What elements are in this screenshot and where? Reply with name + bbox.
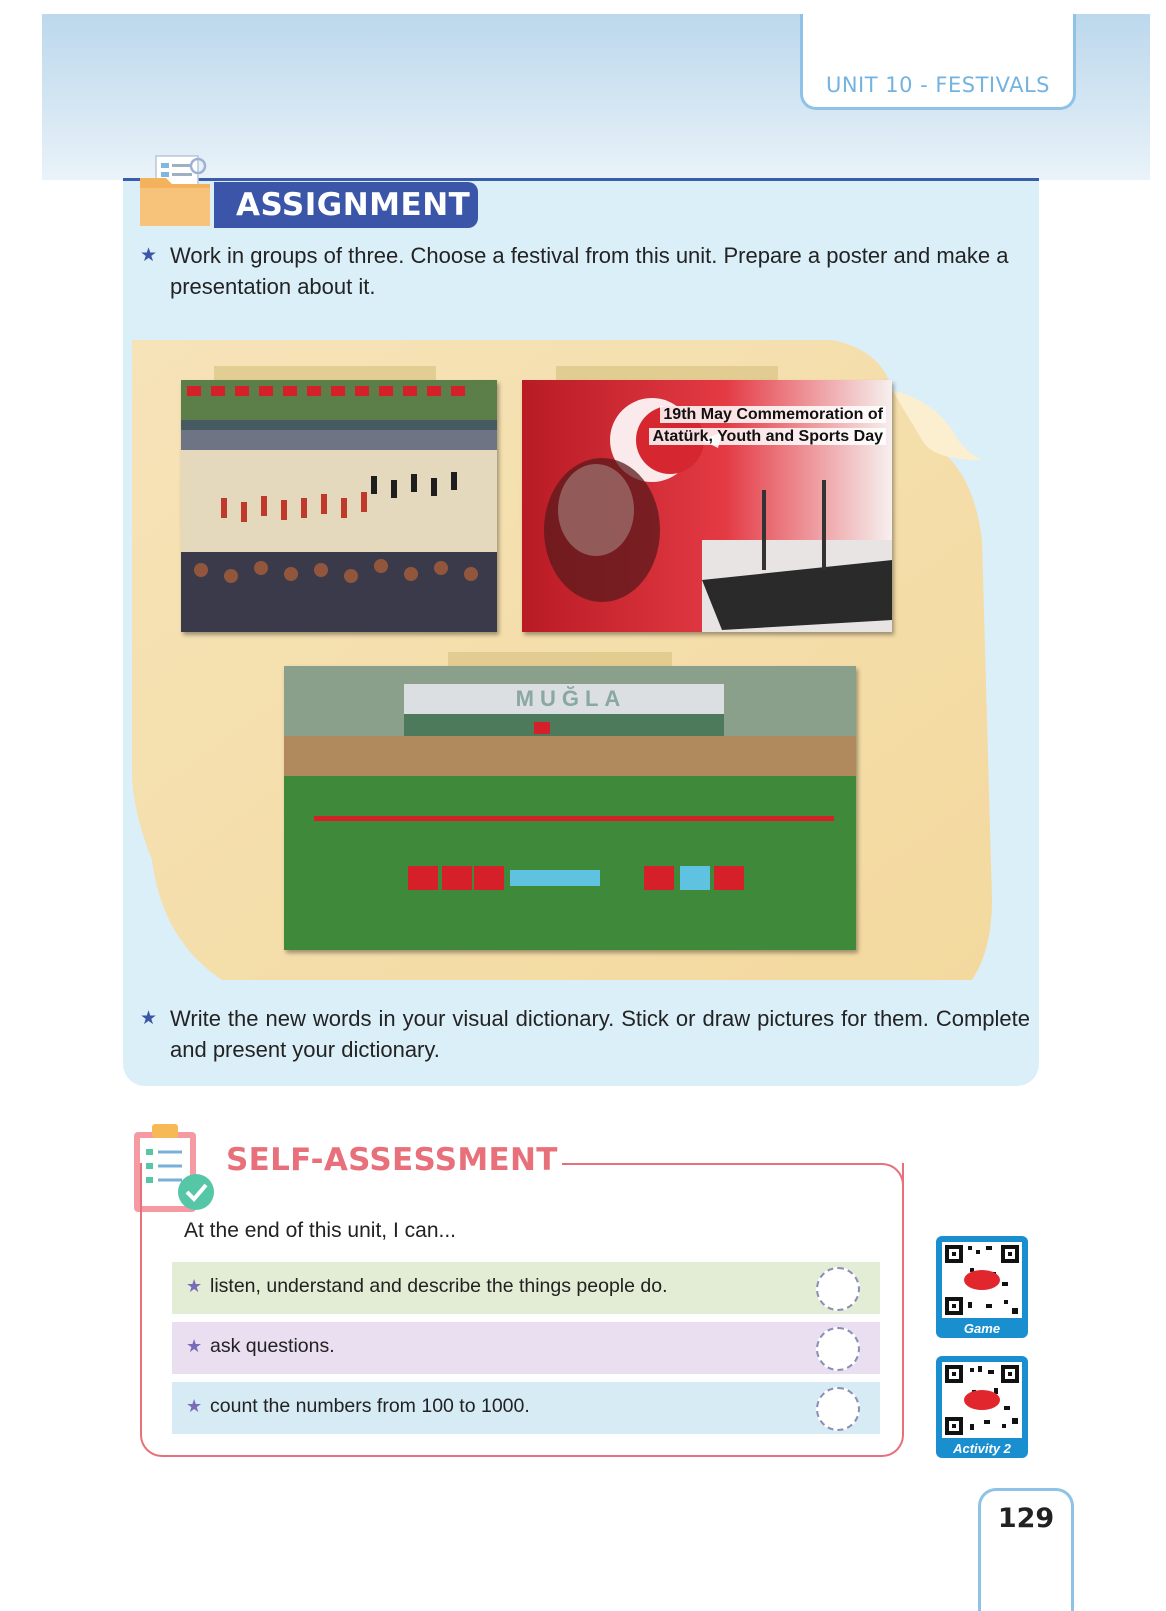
folk-dance-photo	[181, 380, 497, 632]
task-1-text: Work in groups of three. Choose a festival from this unit. Prepare a poster and make a presentation about it.	[170, 243, 1009, 299]
star-icon: ★	[186, 1276, 203, 1297]
stadium-stand-text: MUĞLA	[515, 686, 627, 711]
assignment-divider	[123, 178, 1039, 181]
qr-label: Game	[963, 1321, 1001, 1336]
assignment-task-2	[140, 1003, 1030, 1069]
unit-tab	[800, 14, 1076, 110]
self-assessment-row	[172, 1262, 880, 1314]
check-circle[interactable]	[816, 1387, 860, 1431]
check-circle[interactable]	[816, 1327, 860, 1371]
star-icon: ★	[140, 245, 158, 266]
self-assessment-corner	[852, 1163, 904, 1203]
self-assessment-left-edge	[140, 1196, 142, 1216]
self-assessment-item: listen, understand and describe the things people do.	[210, 1275, 668, 1297]
page-number: 129	[997, 1503, 1055, 1534]
assignment-task-1	[140, 240, 1020, 304]
star-icon: ★	[186, 1336, 203, 1357]
star-icon: ★	[186, 1396, 203, 1417]
poster-caption-line-2: Atatürk, Youth and Sports Day	[649, 428, 886, 445]
qr-code-icon	[942, 1362, 1022, 1438]
check-circle[interactable]	[816, 1267, 860, 1311]
folder-icon	[138, 152, 218, 230]
task-2-text: Write the new words in your visual dictionary. Stick or draw pictures for them. Complete and present your dictionary.	[170, 1006, 1030, 1062]
qr-code-icon	[942, 1242, 1022, 1318]
poster-caption	[636, 404, 886, 448]
unit-label: UNIT 10 - FESTIVALS	[825, 73, 1051, 97]
star-icon: ★	[140, 1008, 158, 1029]
assignment-title: ASSIGNMENT	[214, 182, 478, 228]
qr-label: Activity 2	[953, 1441, 1011, 1456]
qr-code-game[interactable]	[936, 1236, 1028, 1338]
stadium-photo	[284, 666, 856, 950]
qr-code-activity[interactable]	[936, 1356, 1028, 1458]
page-number-tab	[978, 1488, 1074, 1611]
self-assessment-row	[172, 1382, 880, 1434]
self-assessment-row	[172, 1322, 880, 1374]
self-assessment-item: ask questions.	[210, 1335, 335, 1357]
self-assessment-intro: At the end of this unit, I can...	[184, 1219, 456, 1242]
poster-caption-line-1: 19th May Commemoration of	[660, 406, 886, 423]
self-assessment-item: count the numbers from 100 to 1000.	[210, 1395, 530, 1417]
commemoration-poster-photo	[522, 380, 892, 632]
self-assessment-title: SELF-ASSESSMENT	[226, 1142, 558, 1178]
